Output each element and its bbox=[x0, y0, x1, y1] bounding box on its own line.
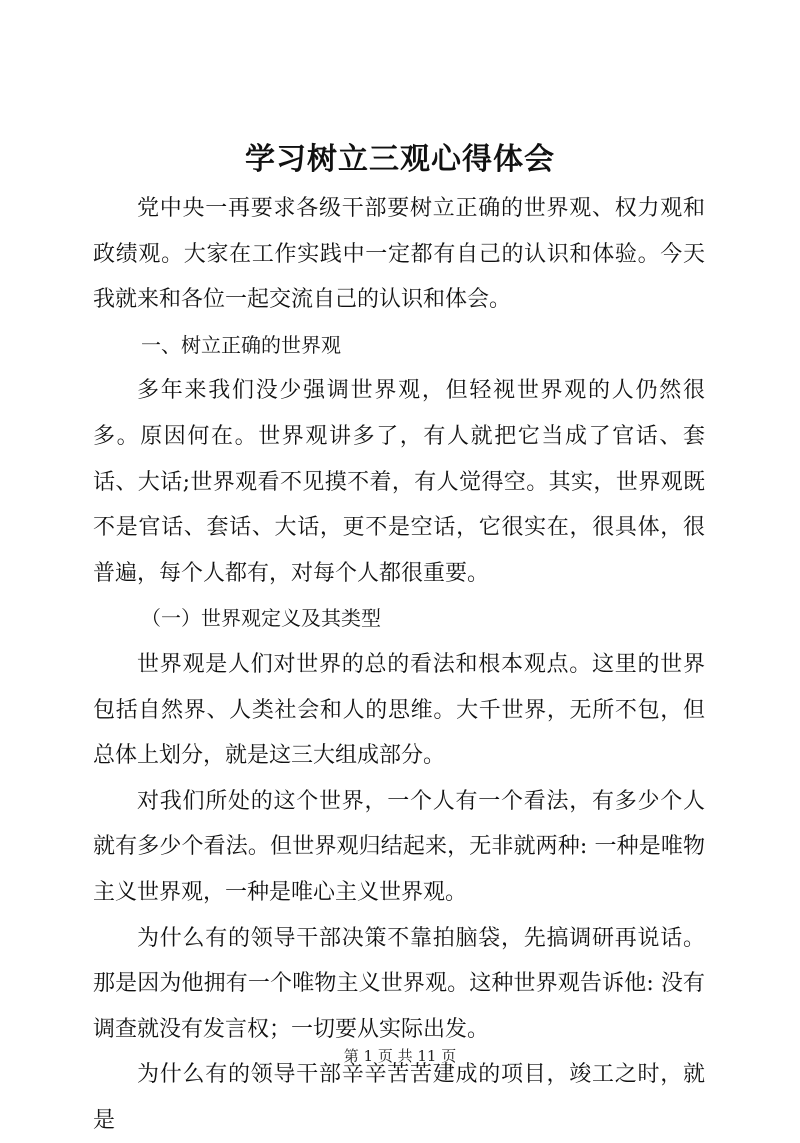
paragraph-two-types: 对我们所处的这个世界，一个人有一个看法，有多少个人就有多少个看法。但世界观归结起来，无非就两种: 一种是唯物主义世界观，一种是唯心主义世界观。 bbox=[93, 788, 705, 905]
document-body bbox=[93, 186, 705, 1143]
paragraph-project-example: 为什么有的领导干部辛辛苦苦建成的项目，竣工之时，就是 bbox=[93, 1062, 705, 1133]
paragraph-worldview-importance: 多年来我们没少强调世界观，但轻视世界观的人仍然很多。原因何在。世界观讲多了，有人就把它当成了官话、套话、大话;世界观看不见摸不着，有人觉得空。其实，世界观既不是官话、套话、大话，更不是空话，它很实在，很具体，很普遍，每个人都有，对每个人都很重要。 bbox=[93, 378, 705, 586]
subsection-heading-definition: （一）世界观定义及其类型 bbox=[141, 606, 381, 631]
paragraph-definition: 世界观是人们对世界的总的看法和根本观点。这里的世界包括自然界、人类社会和人的思维。大千世界，无所不包，但总体上划分，就是这三大组成部分。 bbox=[93, 651, 705, 769]
section-heading-worldview: 一、树立正确的世界观 bbox=[141, 332, 341, 357]
page-footer: 第 1 页 共 11 页 bbox=[343, 1047, 457, 1065]
document-title: 学习树立三观心得体会 bbox=[245, 142, 555, 177]
paragraph-materialism-example: 为什么有的领导干部决策不靠拍脑袋，先搞调研再说话。那是因为他拥有一个唯物主义世界观。这种世界观告诉他: 没有调查就没有发言权；一切要从实际出发。 bbox=[93, 925, 705, 1042]
paragraph-intro: 党中央一再要求各级干部要树立正确的世界观、权力观和政绩观。大家在工作实践中一定都有自己的认识和体验。今天我就来和各位一起交流自己的认识和体会。 bbox=[93, 196, 705, 313]
